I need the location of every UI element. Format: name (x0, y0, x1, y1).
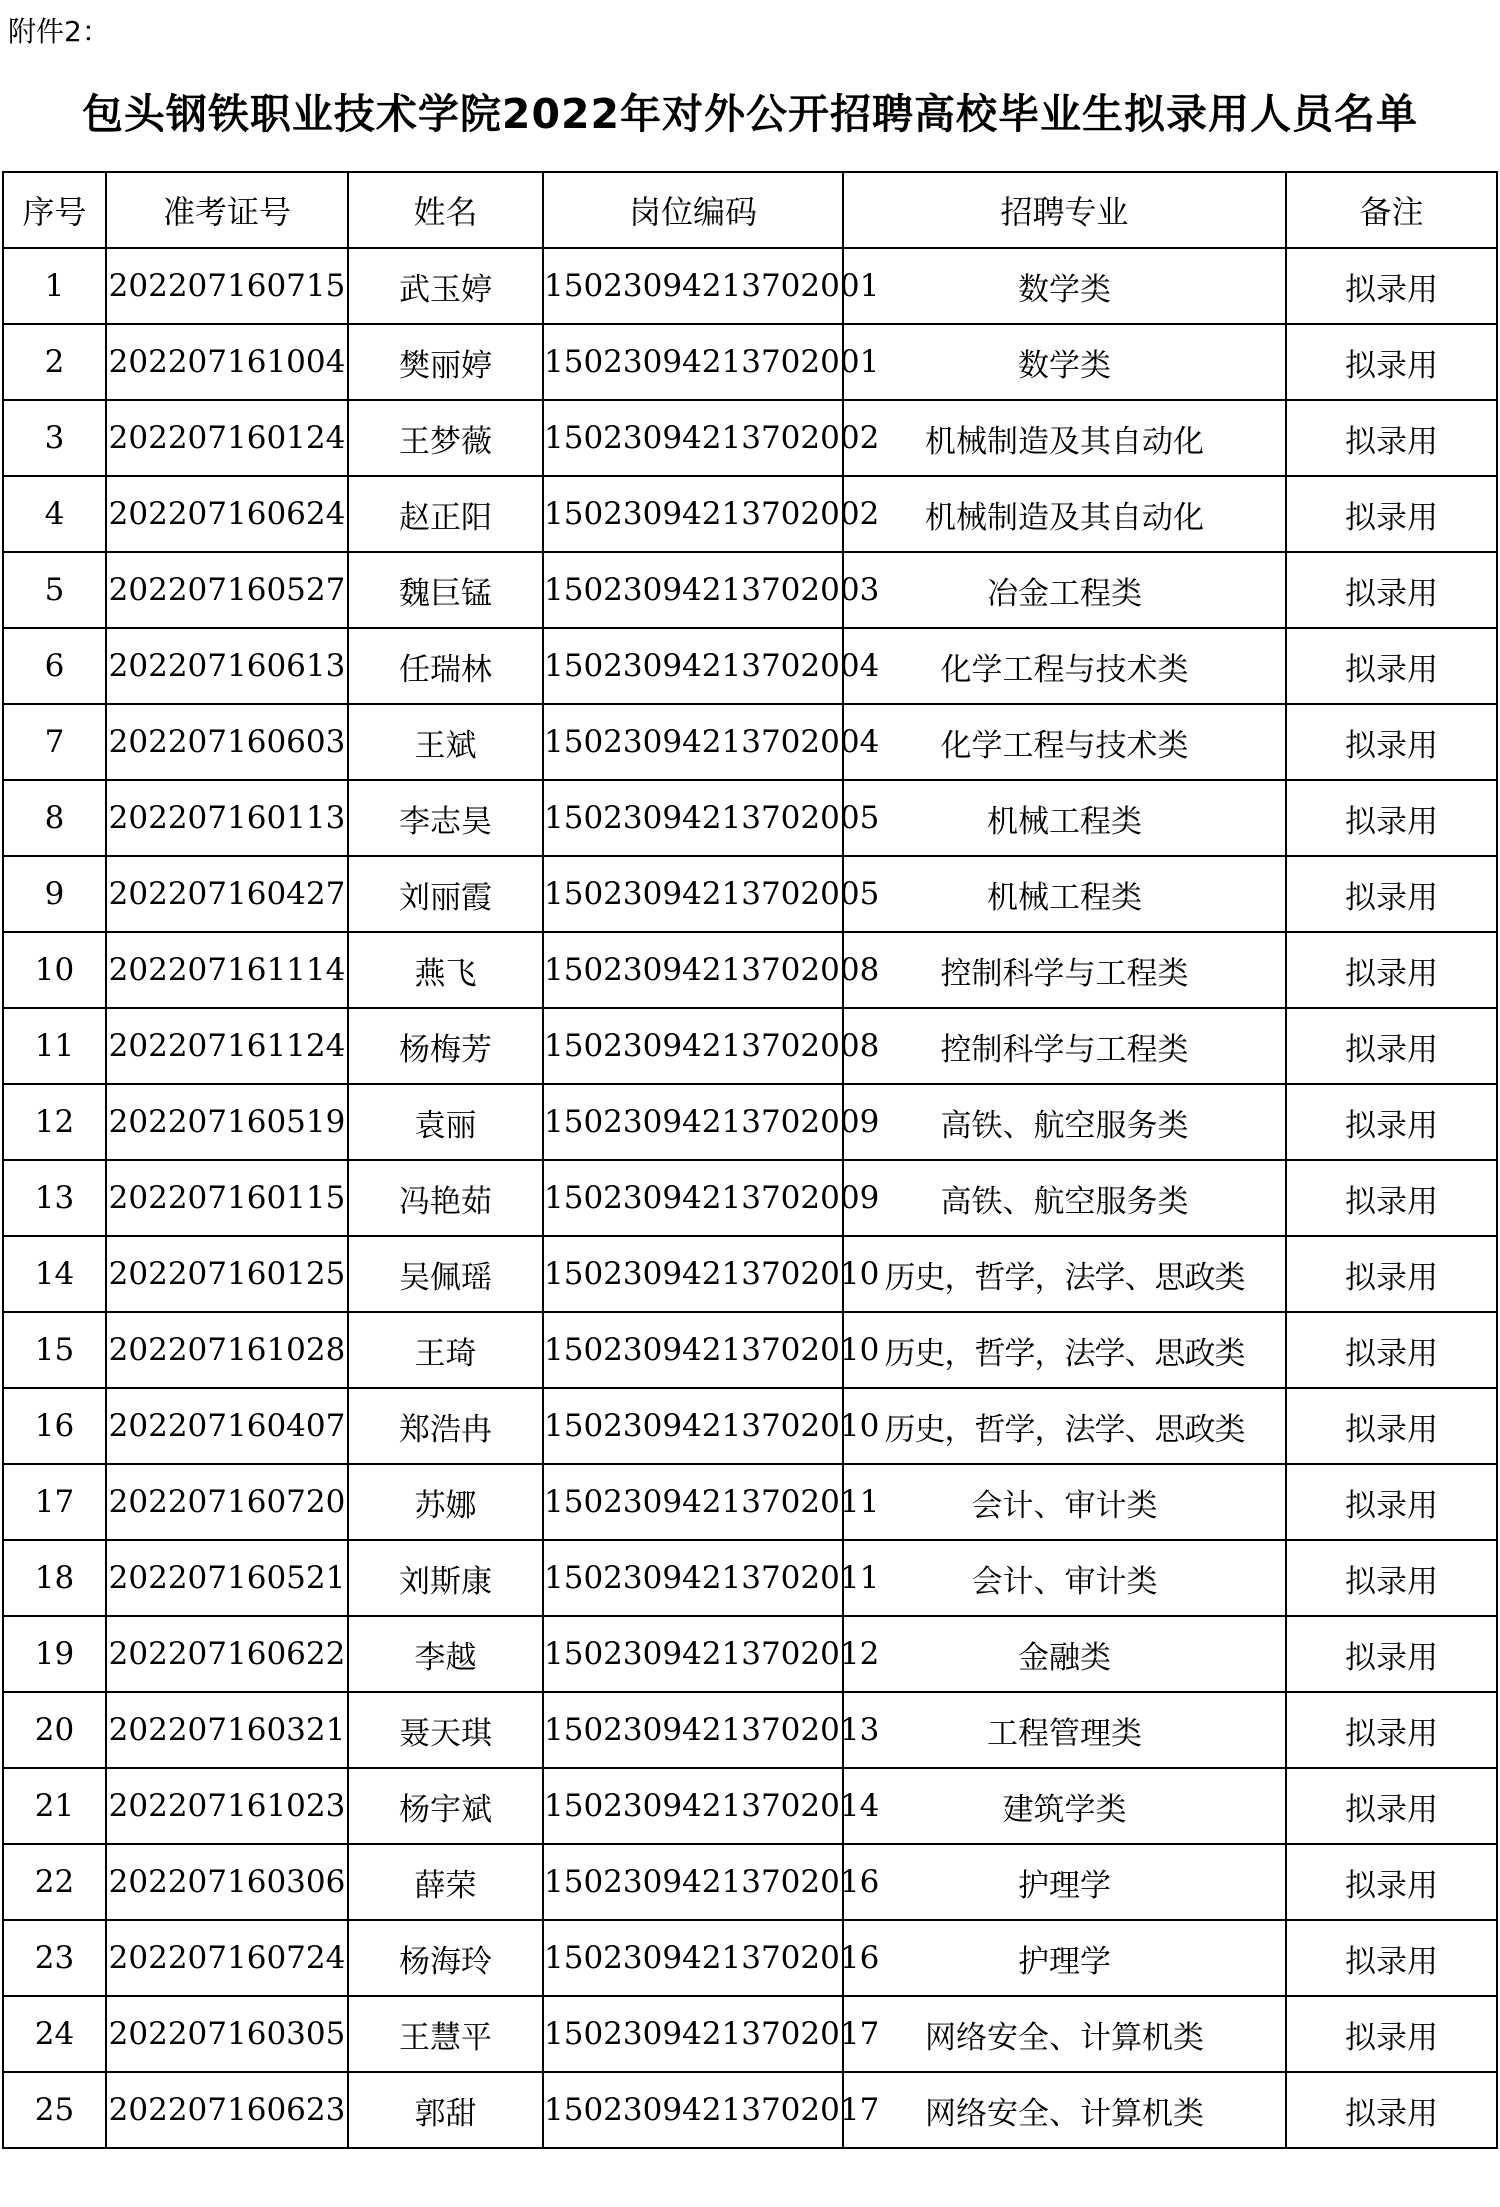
cell-major: 金融类 (843, 1616, 1286, 1692)
cell-remark: 拟录用 (1286, 1996, 1497, 2072)
table-row (3, 1768, 1497, 1844)
cell-exam-id: 202207160622 (106, 1616, 348, 1692)
cell-position-code: 15023094213702002 (543, 476, 843, 552)
cell-exam-id: 202207161114 (106, 932, 348, 1008)
cell-seq: 4 (3, 476, 106, 552)
cell-major: 化学工程与技术类 (843, 704, 1286, 780)
cell-seq: 24 (3, 1996, 106, 2072)
cell-exam-id: 202207160306 (106, 1844, 348, 1920)
cell-position-code: 15023094213702003 (543, 552, 843, 628)
table-row (3, 1160, 1497, 1236)
cell-name: 杨宇斌 (348, 1768, 543, 1844)
cell-exam-id: 202207160407 (106, 1388, 348, 1464)
cell-name: 苏娜 (348, 1464, 543, 1540)
cell-position-code: 15023094213702004 (543, 628, 843, 704)
cell-major: 建筑学类 (843, 1768, 1286, 1844)
cell-position-code: 15023094213702005 (543, 856, 843, 932)
cell-name: 魏巨锰 (348, 552, 543, 628)
cell-name: 王梦薇 (348, 400, 543, 476)
cell-major: 历史，哲学，法学、思政类 (843, 1388, 1286, 1464)
cell-exam-id: 202207160427 (106, 856, 348, 932)
cell-exam-id: 202207160521 (106, 1540, 348, 1616)
table-row (3, 628, 1497, 704)
cell-major: 控制科学与工程类 (843, 1008, 1286, 1084)
document-title: 包头钢铁职业技术学院2022年对外公开招聘高校毕业生拟录用人员名单 (81, 90, 1419, 138)
cell-name: 刘斯康 (348, 1540, 543, 1616)
cell-exam-id: 202207160113 (106, 780, 348, 856)
cell-exam-id: 202207160124 (106, 400, 348, 476)
table-header-row (3, 172, 1497, 248)
cell-exam-id: 202207160603 (106, 704, 348, 780)
cell-major: 数学类 (843, 248, 1286, 324)
table-row (3, 1236, 1497, 1312)
cell-name: 郑浩冉 (348, 1388, 543, 1464)
cell-remark: 拟录用 (1286, 2072, 1497, 2148)
table-row (3, 2072, 1497, 2148)
table-row (3, 932, 1497, 1008)
cell-exam-id: 202207160613 (106, 628, 348, 704)
cell-remark: 拟录用 (1286, 704, 1497, 780)
cell-exam-id: 202207161004 (106, 324, 348, 400)
cell-seq: 1 (3, 248, 106, 324)
cell-name: 袁丽 (348, 1084, 543, 1160)
cell-major: 历史，哲学，法学、思政类 (843, 1312, 1286, 1388)
cell-major: 化学工程与技术类 (843, 628, 1286, 704)
cell-remark: 拟录用 (1286, 324, 1497, 400)
cell-seq: 14 (3, 1236, 106, 1312)
cell-position-code: 15023094213702010 (543, 1312, 843, 1388)
cell-seq: 5 (3, 552, 106, 628)
cell-position-code: 15023094213702013 (543, 1692, 843, 1768)
table-row (3, 552, 1497, 628)
cell-seq: 13 (3, 1160, 106, 1236)
cell-major: 历史，哲学，法学、思政类 (843, 1236, 1286, 1312)
cell-name: 薛荣 (348, 1844, 543, 1920)
cell-position-code: 15023094213702010 (543, 1388, 843, 1464)
cell-seq: 20 (3, 1692, 106, 1768)
cell-name: 王慧平 (348, 1996, 543, 2072)
cell-remark: 拟录用 (1286, 552, 1497, 628)
cell-remark: 拟录用 (1286, 1312, 1497, 1388)
table-row (3, 1844, 1497, 1920)
cell-major: 数学类 (843, 324, 1286, 400)
cell-seq: 23 (3, 1920, 106, 1996)
table-row (3, 1084, 1497, 1160)
cell-exam-id: 202207161028 (106, 1312, 348, 1388)
cell-remark: 拟录用 (1286, 1920, 1497, 1996)
cell-remark: 拟录用 (1286, 1616, 1497, 1692)
cell-position-code: 15023094213702008 (543, 1008, 843, 1084)
cell-seq: 19 (3, 1616, 106, 1692)
candidate-table (2, 171, 1498, 2149)
cell-seq: 6 (3, 628, 106, 704)
table-row (3, 780, 1497, 856)
cell-exam-id: 202207160519 (106, 1084, 348, 1160)
cell-position-code: 15023094213702017 (543, 1996, 843, 2072)
table-row (3, 1616, 1497, 1692)
cell-seq: 3 (3, 400, 106, 476)
cell-name: 任瑞林 (348, 628, 543, 704)
cell-seq: 12 (3, 1084, 106, 1160)
cell-name: 武玉婷 (348, 248, 543, 324)
table-row (3, 1464, 1497, 1540)
cell-major: 机械工程类 (843, 856, 1286, 932)
cell-position-code: 15023094213702016 (543, 1844, 843, 1920)
cell-exam-id: 202207160724 (106, 1920, 348, 1996)
cell-seq: 18 (3, 1540, 106, 1616)
cell-major: 控制科学与工程类 (843, 932, 1286, 1008)
cell-seq: 9 (3, 856, 106, 932)
table-row (3, 1540, 1497, 1616)
cell-seq: 7 (3, 704, 106, 780)
cell-position-code: 15023094213702016 (543, 1920, 843, 1996)
table-row (3, 248, 1497, 324)
cell-major: 高铁、航空服务类 (843, 1084, 1286, 1160)
cell-position-code: 15023094213702004 (543, 704, 843, 780)
cell-remark: 拟录用 (1286, 1236, 1497, 1312)
cell-exam-id: 202207161023 (106, 1768, 348, 1844)
table-body (3, 248, 1497, 2148)
cell-remark: 拟录用 (1286, 1160, 1497, 1236)
cell-remark: 拟录用 (1286, 1388, 1497, 1464)
cell-exam-id: 202207160527 (106, 552, 348, 628)
header-remark: 备注 (1286, 172, 1497, 248)
cell-name: 冯艳茹 (348, 1160, 543, 1236)
cell-remark: 拟录用 (1286, 1692, 1497, 1768)
cell-seq: 8 (3, 780, 106, 856)
cell-position-code: 15023094213702010 (543, 1236, 843, 1312)
table-row (3, 1692, 1497, 1768)
table-row (3, 1388, 1497, 1464)
cell-major: 护理学 (843, 1844, 1286, 1920)
cell-exam-id: 202207160125 (106, 1236, 348, 1312)
cell-major: 工程管理类 (843, 1692, 1286, 1768)
cell-seq: 16 (3, 1388, 106, 1464)
cell-major: 护理学 (843, 1920, 1286, 1996)
cell-name: 王斌 (348, 704, 543, 780)
cell-name: 吴佩瑶 (348, 1236, 543, 1312)
cell-major: 机械工程类 (843, 780, 1286, 856)
cell-remark: 拟录用 (1286, 1540, 1497, 1616)
table-row (3, 1920, 1497, 1996)
cell-remark: 拟录用 (1286, 476, 1497, 552)
cell-major: 冶金工程类 (843, 552, 1286, 628)
table-row (3, 476, 1497, 552)
cell-major: 机械制造及其自动化 (843, 400, 1286, 476)
header-major: 招聘专业 (843, 172, 1286, 248)
cell-position-code: 15023094213702011 (543, 1464, 843, 1540)
table-row (3, 324, 1497, 400)
table-row (3, 400, 1497, 476)
table-row (3, 704, 1497, 780)
cell-major: 会计、审计类 (843, 1540, 1286, 1616)
cell-seq: 2 (3, 324, 106, 400)
cell-name: 杨海玲 (348, 1920, 543, 1996)
cell-exam-id: 202207160623 (106, 2072, 348, 2148)
cell-position-code: 15023094213702012 (543, 1616, 843, 1692)
cell-name: 李志昊 (348, 780, 543, 856)
cell-remark: 拟录用 (1286, 780, 1497, 856)
cell-remark: 拟录用 (1286, 248, 1497, 324)
cell-major: 网络安全、计算机类 (843, 1996, 1286, 2072)
cell-exam-id: 202207160720 (106, 1464, 348, 1540)
table-row (3, 1008, 1497, 1084)
cell-remark: 拟录用 (1286, 1084, 1497, 1160)
cell-exam-id: 202207161124 (106, 1008, 348, 1084)
cell-name: 王琦 (348, 1312, 543, 1388)
cell-remark: 拟录用 (1286, 400, 1497, 476)
cell-remark: 拟录用 (1286, 1768, 1497, 1844)
cell-position-code: 15023094213702011 (543, 1540, 843, 1616)
cell-name: 燕飞 (348, 932, 543, 1008)
header-position-code: 岗位编码 (543, 172, 843, 248)
cell-name: 樊丽婷 (348, 324, 543, 400)
header-seq: 序号 (3, 172, 106, 248)
cell-name: 杨梅芳 (348, 1008, 543, 1084)
cell-position-code: 15023094213702009 (543, 1084, 843, 1160)
attachment-label: 附件2： (8, 15, 110, 48)
cell-name: 刘丽霞 (348, 856, 543, 932)
cell-position-code: 15023094213702014 (543, 1768, 843, 1844)
cell-name: 聂天琪 (348, 1692, 543, 1768)
cell-name: 郭甜 (348, 2072, 543, 2148)
cell-exam-id: 202207160715 (106, 248, 348, 324)
cell-position-code: 15023094213702005 (543, 780, 843, 856)
table-row (3, 1312, 1497, 1388)
cell-seq: 25 (3, 2072, 106, 2148)
cell-remark: 拟录用 (1286, 932, 1497, 1008)
cell-position-code: 15023094213702001 (543, 248, 843, 324)
cell-remark: 拟录用 (1286, 628, 1497, 704)
header-exam-id: 准考证号 (106, 172, 348, 248)
cell-position-code: 15023094213702001 (543, 324, 843, 400)
table-row (3, 1996, 1497, 2072)
cell-seq: 15 (3, 1312, 106, 1388)
cell-position-code: 15023094213702008 (543, 932, 843, 1008)
cell-exam-id: 202207160115 (106, 1160, 348, 1236)
cell-position-code: 15023094213702017 (543, 2072, 843, 2148)
cell-seq: 22 (3, 1844, 106, 1920)
cell-major: 网络安全、计算机类 (843, 2072, 1286, 2148)
cell-position-code: 15023094213702002 (543, 400, 843, 476)
header-name: 姓名 (348, 172, 543, 248)
cell-major: 会计、审计类 (843, 1464, 1286, 1540)
cell-remark: 拟录用 (1286, 856, 1497, 932)
cell-seq: 21 (3, 1768, 106, 1844)
cell-name: 赵正阳 (348, 476, 543, 552)
cell-seq: 10 (3, 932, 106, 1008)
cell-exam-id: 202207160305 (106, 1996, 348, 2072)
cell-remark: 拟录用 (1286, 1844, 1497, 1920)
cell-position-code: 15023094213702009 (543, 1160, 843, 1236)
cell-major: 机械制造及其自动化 (843, 476, 1286, 552)
cell-remark: 拟录用 (1286, 1464, 1497, 1540)
cell-seq: 17 (3, 1464, 106, 1540)
cell-exam-id: 202207160624 (106, 476, 348, 552)
cell-seq: 11 (3, 1008, 106, 1084)
cell-name: 李越 (348, 1616, 543, 1692)
cell-exam-id: 202207160321 (106, 1692, 348, 1768)
cell-major: 高铁、航空服务类 (843, 1160, 1286, 1236)
table-row (3, 856, 1497, 932)
cell-remark: 拟录用 (1286, 1008, 1497, 1084)
